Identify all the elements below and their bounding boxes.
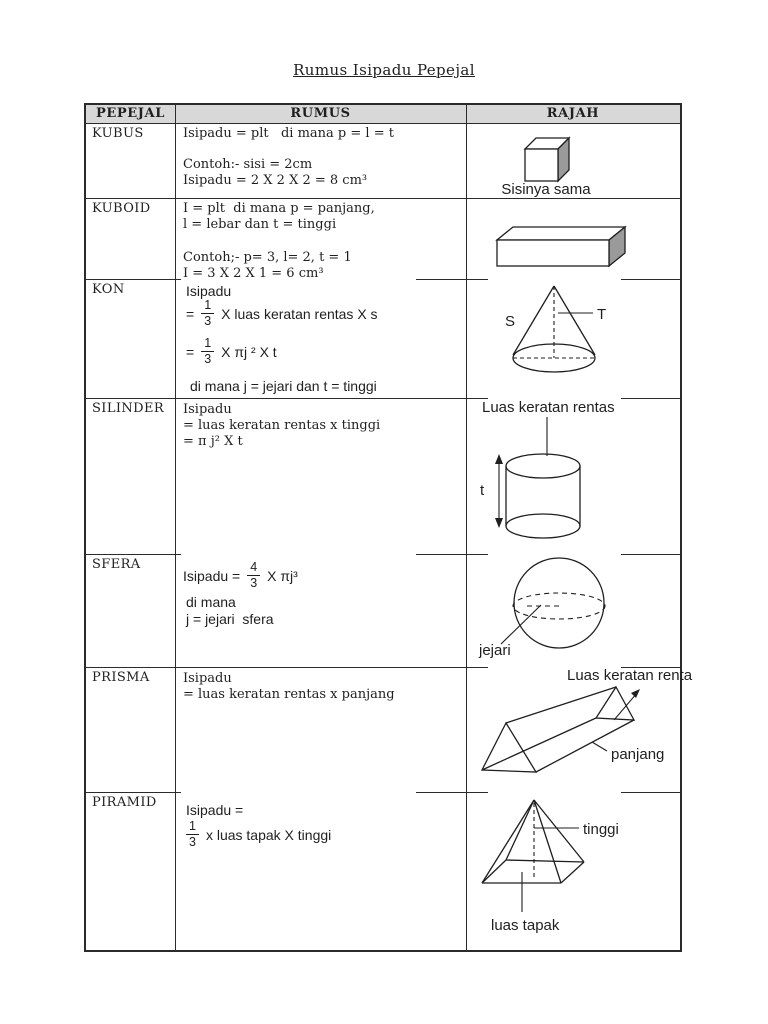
fraction [186,820,199,849]
row-separator [86,792,181,793]
pyramid-diagram [467,792,680,948]
cuboid-diagram [467,198,680,279]
formula-line [186,820,331,849]
pyramid-base-label: luas tapak [491,917,560,934]
formula-line: I = 3 X 2 X 1 = 6 cm³ [183,266,324,281]
formula-line: Isipadu [186,283,232,299]
fraction [201,337,214,366]
row-separator [86,279,181,280]
equals-sign: = [186,343,195,360]
formula-line: di mana [186,594,236,610]
fraction-denominator: 3 [189,835,196,850]
formula-line [186,299,378,328]
formula-line: = π j² X t [183,434,243,449]
formula-text: x luas tapak X tinggi [205,826,332,843]
formula-line: Isipadu = [186,802,244,818]
row-label-kon: KON [92,282,125,297]
equals-sign: = [186,305,195,322]
fraction-denominator: 3 [250,576,258,591]
cylinder-height-label: t [480,482,485,499]
formula-line: I = plt di mana p = panjang, [183,201,375,216]
row-label-sfera: SFERA [92,557,141,572]
row-label-piramid: PIRAMID [92,795,157,810]
fraction-denominator: 3 [204,314,212,329]
formula-line [186,337,277,366]
formula-text: X luas keratan rentas X s [221,305,378,322]
header-rajah: RAJAH [546,106,600,121]
formula-text: Isipadu = [183,567,241,584]
cube-diagram [467,123,680,198]
header-rumus: RUMUS [290,106,351,121]
fraction-denominator: 3 [204,352,212,367]
fraction [247,561,260,590]
formula-line: di mana j = jejari dan t = tinggi [190,378,377,394]
row-separator [86,554,181,555]
fraction-numerator: 1 [201,337,214,352]
row-label-kubus: KUBUS [92,126,144,141]
diagram-caption: Sisinya sama [501,181,591,198]
sphere-diagram [467,554,680,667]
row-separator [86,667,488,668]
row-label-kuboid: KUBOID [92,201,151,216]
fraction-numerator: 4 [247,561,260,576]
fraction-numerator: 1 [201,299,214,314]
pyramid-height-label: tinggi [583,821,619,838]
formula-text: X πj³ [267,567,298,584]
cross-section-label: Luas keratan rentas [482,399,615,416]
cylinder-diagram [467,398,680,554]
cone-slant-label: S [505,313,516,330]
prism-length-label: panjang [611,746,665,763]
formula-line: Isipadu [183,402,232,417]
formula-line: = luas keratan rentas x panjang [183,687,395,702]
cone-height-label: T [597,306,607,323]
formula-table [84,103,693,952]
row-label-prisma: PRISMA [92,670,150,685]
prism-diagram [467,667,693,792]
sphere-radius-label: jejari [479,642,511,659]
fraction-numerator: 1 [186,820,199,835]
fraction [201,299,214,328]
formula-line: Contoh;- p= 3, l= 2, t = 1 [183,250,352,265]
formula-line: Contoh:- sisi = 2cm [183,157,313,172]
formula-line: = luas keratan rentas x tinggi [183,418,381,433]
header-pepejal: PEPEJAL [96,106,165,121]
row-separator [86,398,488,399]
cone-diagram [467,279,680,398]
formula-line: Isipadu [183,671,232,686]
formula-line [183,561,298,590]
column-divider-1 [175,105,176,950]
row-label-silinder: SILINDER [92,401,165,416]
prism-cross-section-label: Luas keratan renta [567,667,693,684]
formula-text: X πj ² X t [221,343,277,360]
formula-line: Isipadu = plt di mana p = l = t [183,126,394,141]
formula-line: Isipadu = 2 X 2 X 2 = 8 cm³ [183,173,368,188]
document-title: Rumus Isipadu Pepejal [293,61,475,79]
formula-line: j = jejari sfera [186,611,274,627]
formula-line: l = lebar dan t = tinggi [183,217,337,232]
